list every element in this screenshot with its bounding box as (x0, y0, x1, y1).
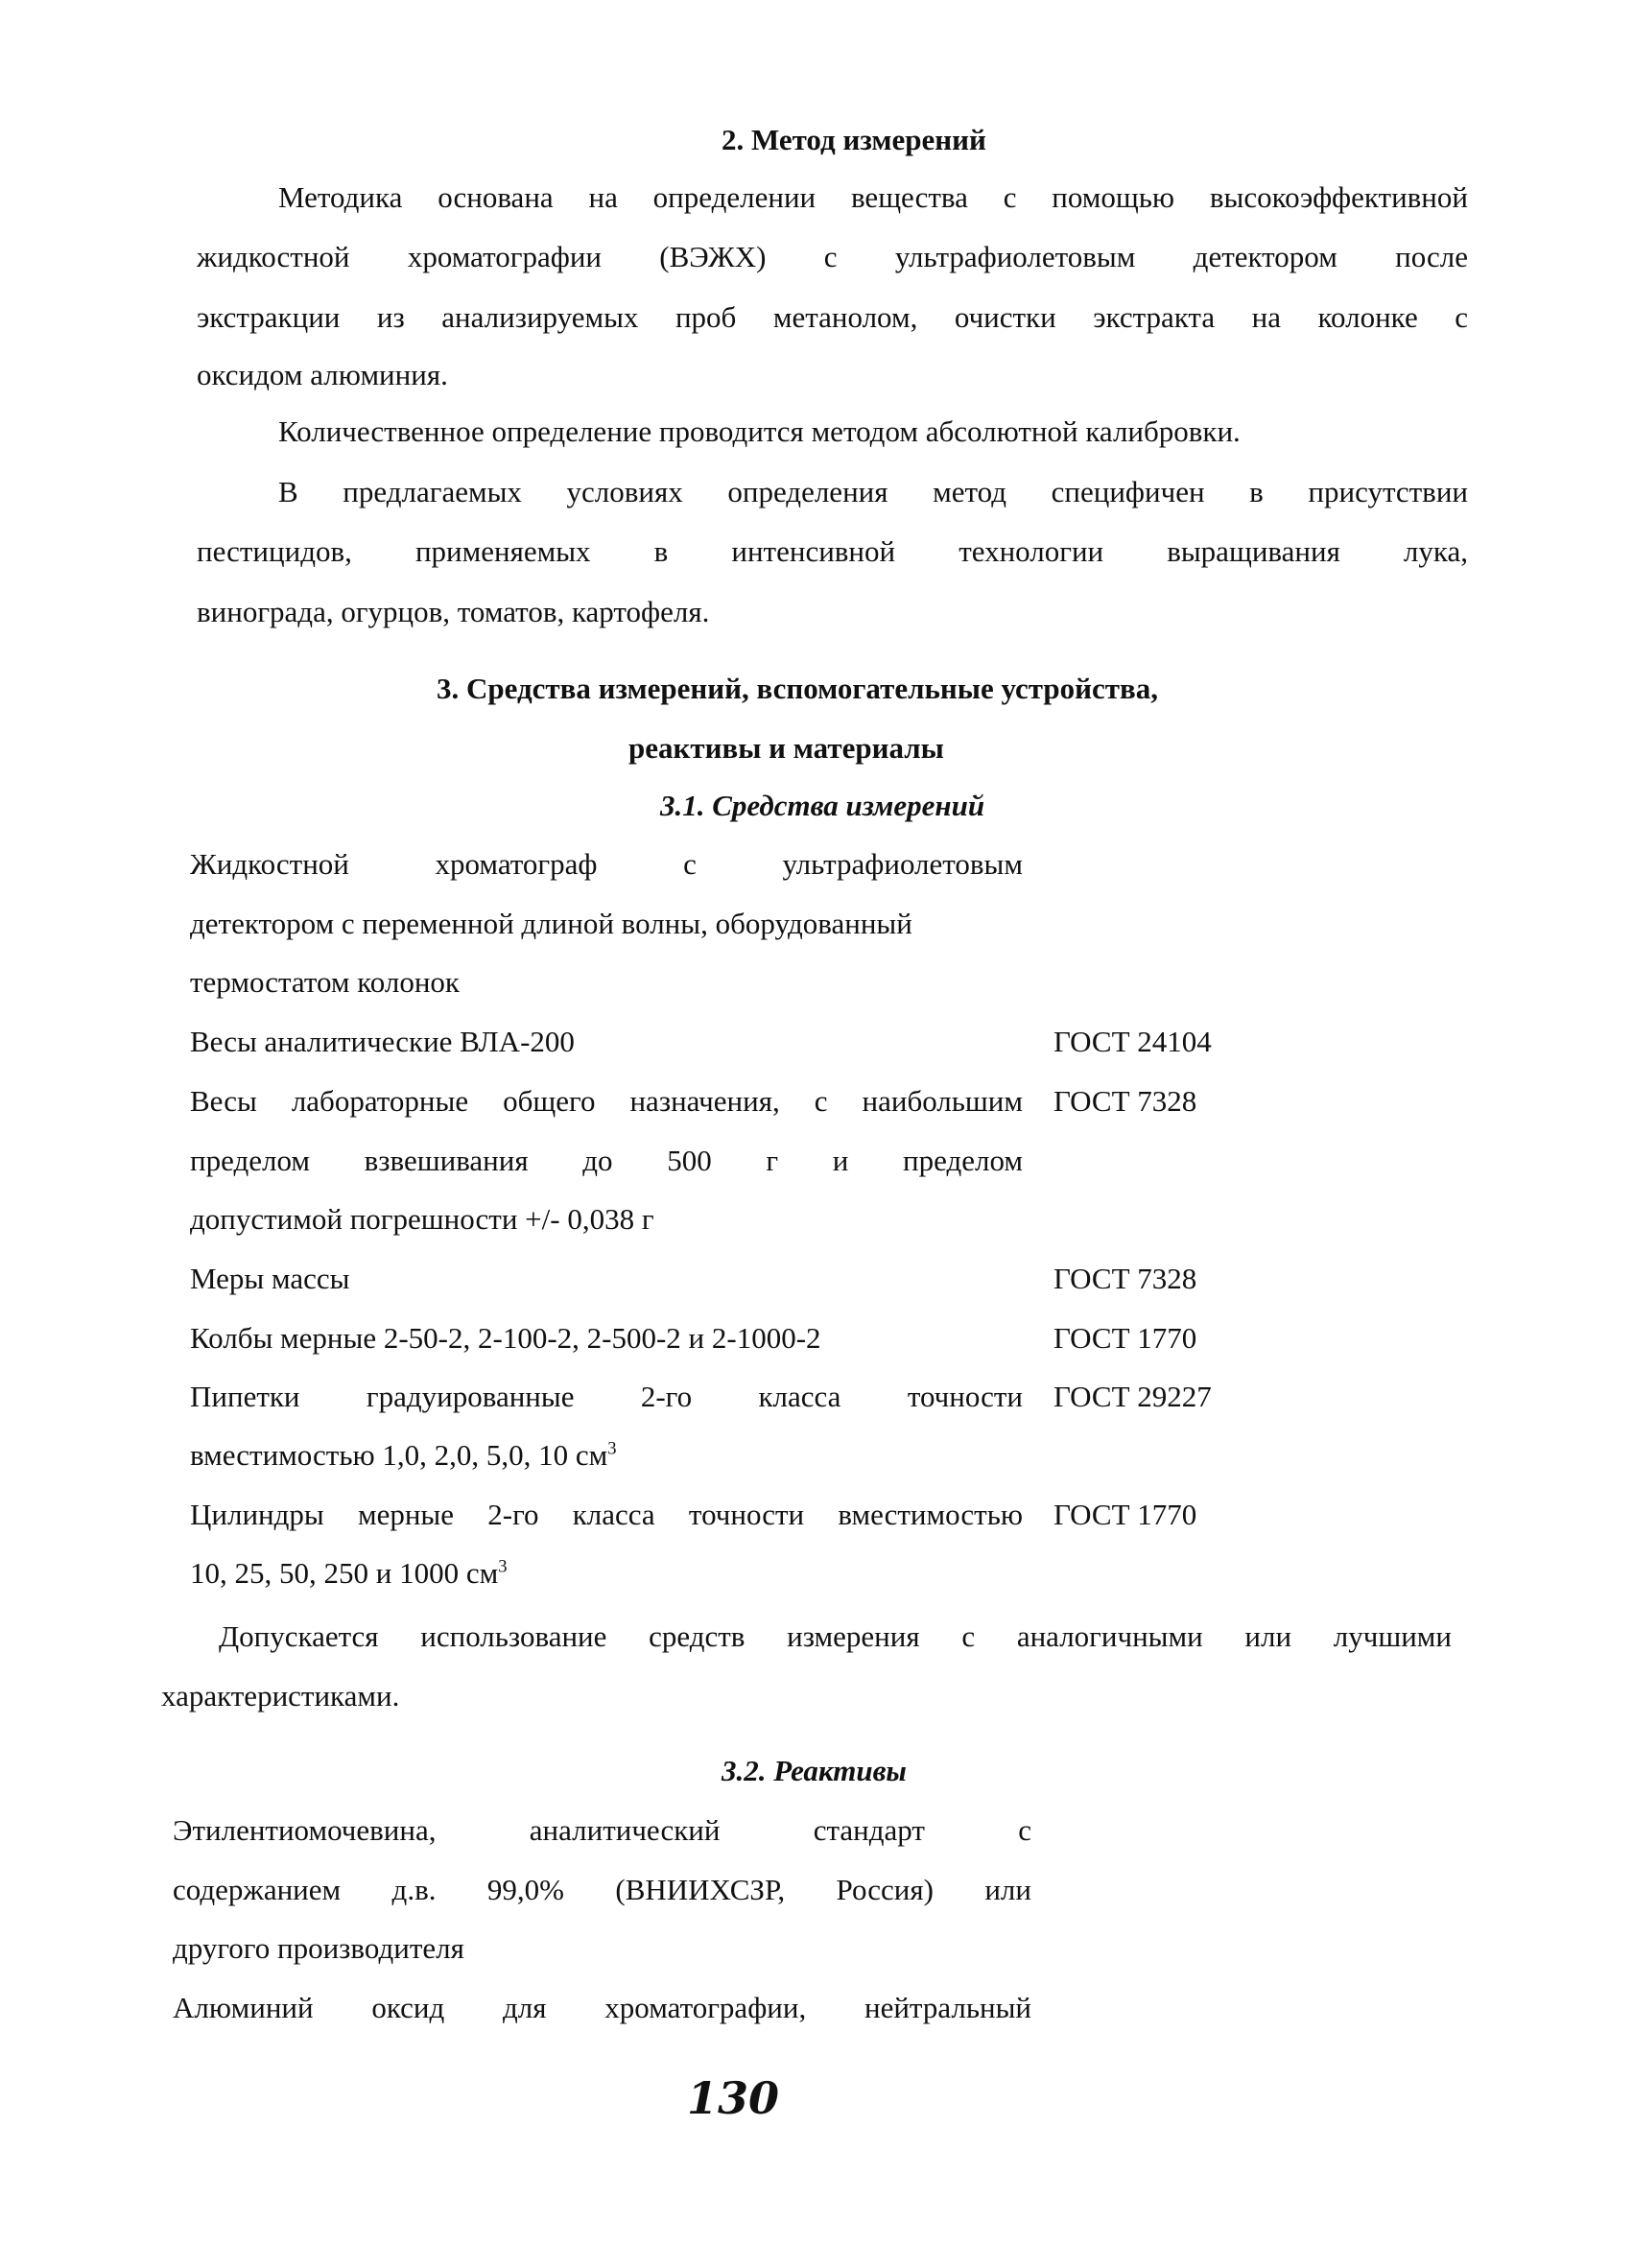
section-2-para3-line-3: винограда, огурцов, томатов, картофеля. (197, 595, 710, 628)
superscript-cubic: 3 (607, 1438, 617, 1459)
subsection-3-2-title: 3.2. Реактивы (722, 1754, 907, 1787)
instrument-3-line-1: Весы лабораторные общего назначения, с наибольшим (190, 1084, 1023, 1118)
instrument-6-gost: ГОСТ 29227 (1053, 1380, 1212, 1413)
instrument-1-line-2: детектором с переменной длиной волны, оборудованный (190, 907, 912, 940)
superscript-cubic: 3 (498, 1556, 508, 1577)
instrument-6-line-2 (190, 1438, 617, 1473)
subsection-3-1-title: 3.1. Средства измерений (660, 789, 985, 822)
page-number: 130 (687, 2072, 780, 2124)
section-2-title: 2. Метод измерений (722, 123, 986, 156)
instrument-2-gost: ГОСТ 24104 (1053, 1025, 1212, 1058)
instrument-2-line-1: Весы аналитические ВЛА-200 (190, 1025, 575, 1058)
allowed-line-1: Допускается использование средств измерения с аналогичными или лучшими (219, 1619, 1452, 1653)
instrument-1-line-1: Жидкостной хроматограф с ультрафиолетовым (190, 847, 1023, 881)
reagent-line-2: содержанием д.в. 99,0% (ВНИИХСЗР, Россия) или (173, 1873, 1031, 1906)
instrument-5-gost: ГОСТ 1770 (1053, 1321, 1197, 1355)
instrument-7-line-2 (190, 1556, 508, 1591)
section-2-line-3: экстракции из анализируемых проб метанолом, очистки экстракта на колонке с (197, 300, 1468, 334)
instrument-6-line-2-text: вместимостью 1,0, 2,0, 5,0, 10 см (190, 1438, 608, 1472)
instrument-7-gost: ГОСТ 1770 (1053, 1498, 1197, 1531)
section-3-title-line-2: реактивы и материалы (628, 731, 944, 765)
instrument-1-line-3: термостатом колонок (190, 965, 460, 999)
instrument-3-line-2: пределом взвешивания до 500 г и пределом (190, 1144, 1023, 1177)
section-2-line-2: жидкостной хроматографии (ВЭЖХ) с ультрафиолетовым детектором после (197, 240, 1468, 273)
section-2-para3-line-1: В предлагаемых условиях определения метод специфичен в присутствии (278, 475, 1468, 508)
instrument-7-line-1: Цилиндры мерные 2-го класса точности вместимостью (190, 1498, 1023, 1531)
instrument-6-line-1: Пипетки градуированные 2-го класса точности (190, 1380, 1023, 1413)
reagent-line-1: Этилентиомочевина, аналитический стандарт с (173, 1813, 1031, 1847)
section-2-line-4: оксидом алюминия. (197, 358, 448, 391)
section-2-line-1: Методика основана на определении вещества с помощью высокоэффективной (278, 180, 1468, 214)
reagent-line-4: Алюминий оксид для хроматографии, нейтральный (173, 1991, 1031, 2024)
allowed-line-2: характеристиками. (161, 1679, 400, 1713)
reagent-line-3: другого производителя (173, 1931, 464, 1965)
instrument-3-gost: ГОСТ 7328 (1053, 1084, 1197, 1118)
instrument-4-line-1: Меры массы (190, 1262, 350, 1295)
instrument-5-line-1: Колбы мерные 2-50-2, 2-100-2, 2-500-2 и 2-1000-2 (190, 1321, 821, 1355)
instrument-7-line-2-text: 10, 25, 50, 250 и 1000 см (190, 1556, 499, 1590)
section-2-para-calibration: Количественное определение проводится методом абсолютной калибровки. (278, 414, 1241, 448)
instrument-3-line-3: допустимой погрешности +/- 0,038 г (190, 1202, 654, 1236)
section-2-para3-line-2: пестицидов, применяемых в интенсивной технологии выращивания лука, (197, 534, 1468, 568)
instrument-4-gost: ГОСТ 7328 (1053, 1262, 1197, 1295)
section-3-title-line-1: 3. Средства измерений, вспомогательные устройства, (437, 672, 1158, 705)
